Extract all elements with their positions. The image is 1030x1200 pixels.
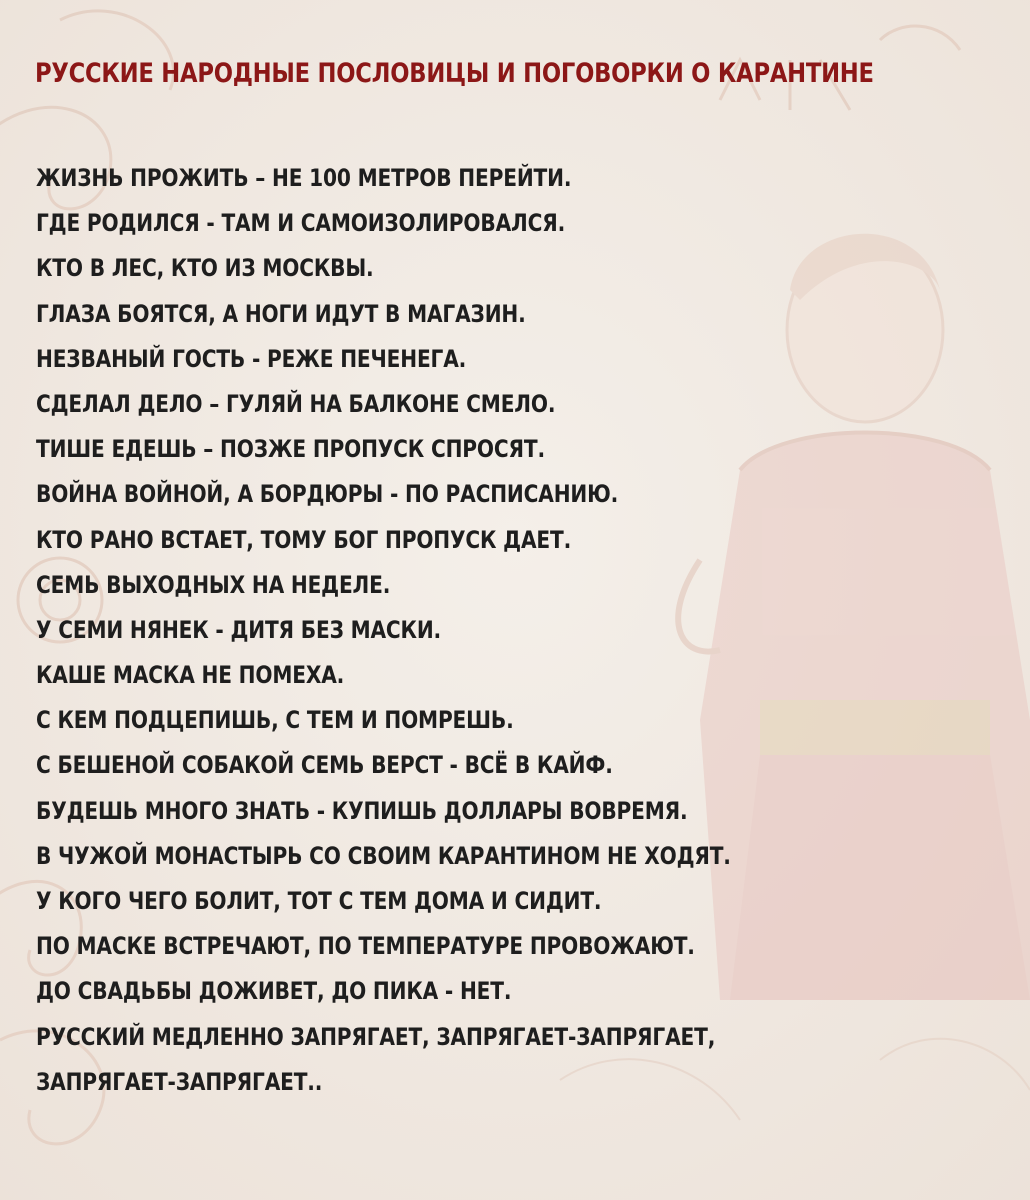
proverb-line: СДЕЛАЛ ДЕЛО – ГУЛЯЙ НА БАЛКОНЕ СМЕЛО. — [36, 389, 556, 418]
proverb-line: РУССКИЙ МЕДЛЕННО ЗАПРЯГАЕТ, ЗАПРЯГАЕТ-ЗАПРЯГАЕТ, — [36, 1022, 716, 1051]
proverb-line: В ЧУЖОЙ МОНАСТЫРЬ СО СВОИМ КАРАНТИНОМ НЕ ХОДЯТ. — [36, 841, 731, 870]
proverb-line: ВОЙНА ВОЙНОЙ, А БОРДЮРЫ - ПО РАСПИСАНИЮ. — [36, 480, 619, 509]
proverb-line: У СЕМИ НЯНЕК - ДИТЯ БЕЗ МАСКИ. — [36, 615, 442, 644]
proverb-line: ГЛАЗА БОЯТСЯ, А НОГИ ИДУТ В МАГАЗИН. — [36, 299, 526, 328]
proverb-line: С БЕШЕНОЙ СОБАКОЙ СЕМЬ ВЕРСТ - ВСЁ В КАЙФ. — [36, 751, 613, 780]
proverb-line: ДО СВАДЬБЫ ДОЖИВЕТ, ДО ПИКА - НЕТ. — [36, 977, 512, 1006]
proverb-line: ПО МАСКЕ ВСТРЕЧАЮТ, ПО ТЕМПЕРАТУРЕ ПРОВОЖАЮТ. — [36, 932, 695, 961]
proverb-line: С КЕМ ПОДЦЕПИШЬ, С ТЕМ И ПОМРЕШЬ. — [36, 706, 514, 735]
proverb-line: КТО РАНО ВСТАЕТ, ТОМУ БОГ ПРОПУСК ДАЕТ. — [36, 525, 572, 554]
proverb-line: НЕЗВАНЫЙ ГОСТЬ - РЕЖЕ ПЕЧЕНЕГА. — [36, 344, 467, 373]
proverb-line: КТО В ЛЕС, КТО ИЗ МОСКВЫ. — [36, 254, 374, 283]
proverb-line: СЕМЬ ВЫХОДНЫХ НА НЕДЕЛЕ. — [36, 570, 391, 599]
proverb-line: КАШЕ МАСКА НЕ ПОМЕХА. — [36, 661, 345, 690]
proverb-line: БУДЕШЬ МНОГО ЗНАТЬ - КУПИШЬ ДОЛЛАРЫ ВОВРЕМЯ. — [36, 796, 688, 825]
proverb-line: ЖИЗНЬ ПРОЖИТЬ – НЕ 100 МЕТРОВ ПЕРЕЙТИ. — [36, 164, 572, 192]
proverb-list — [36, 156, 863, 1105]
proverb-line: У КОГО ЧЕГО БОЛИТ, ТОТ С ТЕМ ДОМА И СИДИТ. — [36, 887, 602, 915]
poster-title: РУССКИЕ НАРОДНЫЕ ПОСЛОВИЦЫ И ПОГОВОРКИ О КАРАНТИНЕ — [35, 58, 874, 89]
proverb-line: ГДЕ РОДИЛСЯ - ТАМ И САМОИЗОЛИРОВАЛСЯ. — [36, 209, 566, 238]
proverb-line: ТИШЕ ЕДЕШЬ – ПОЗЖЕ ПРОПУСК СПРОСЯТ. — [36, 435, 545, 464]
proverb-line: ЗАПРЯГАЕТ-ЗАПРЯГАЕТ.. — [36, 1067, 323, 1096]
